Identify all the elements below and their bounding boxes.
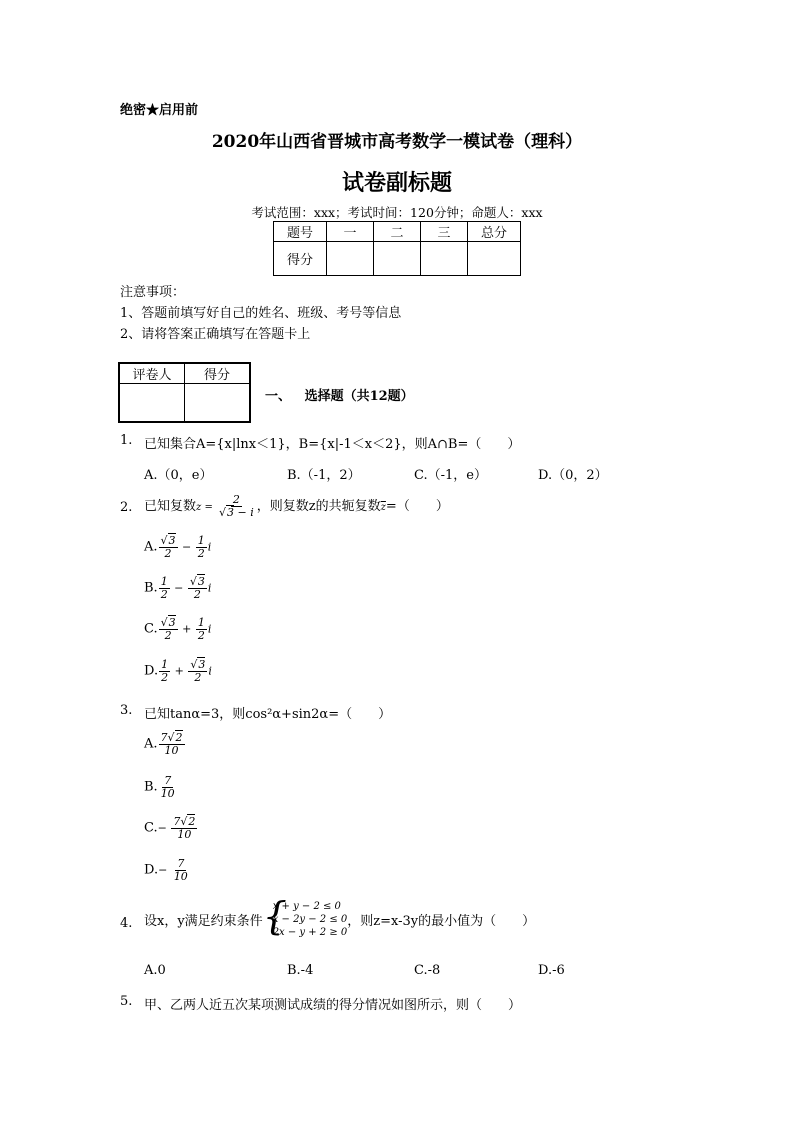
option-label: C. bbox=[144, 820, 158, 836]
option-b: B. $\frac{7}{10}$ bbox=[144, 774, 175, 800]
option-c: C. $\frac{√3}{2}$ + $\frac{1}{2}$ i bbox=[144, 616, 212, 642]
math-expression: z = bbox=[196, 502, 217, 513]
question-number: 3. bbox=[120, 703, 133, 718]
question-number: 2. bbox=[120, 500, 133, 515]
confidential-label: 绝密★启用前 bbox=[120, 103, 199, 118]
question-text: 已知tanα=3，则cos²α+sin2α=（ ） bbox=[144, 707, 392, 722]
score-table bbox=[273, 221, 521, 276]
score-header-cell: 三 bbox=[421, 222, 468, 242]
exam-title: 2020年山西省晋城市高考数学一模试卷（理科） bbox=[211, 132, 583, 152]
exam-subtitle: 试卷副标题 bbox=[341, 170, 452, 196]
grader-cell bbox=[185, 384, 251, 422]
question-text-part: 设x，y满足约束条件 bbox=[144, 914, 263, 929]
grader-header-cell: 评卷人 bbox=[119, 363, 185, 384]
option-d: D.− $\frac{7}{10}$ bbox=[144, 857, 188, 883]
exam-info: 考试范围：xxx；考试时间：120分钟；命题人：xxx bbox=[251, 205, 543, 220]
option-label: D. bbox=[144, 663, 159, 679]
grader-table bbox=[118, 362, 251, 423]
option-d: D.-6 bbox=[538, 963, 565, 978]
score-cell bbox=[468, 242, 521, 276]
option-label: C. bbox=[144, 621, 158, 637]
option-a: A. $\frac{√3}{2}$ − $\frac{1}{2}$ i bbox=[144, 534, 212, 560]
option-b: B. $\frac{1}{2}$ − $\frac{√3}{2}$ i bbox=[144, 575, 212, 601]
notes-item: 2、请将答案正确填写在答题卡上 bbox=[120, 327, 311, 342]
score-header-cell: 一 bbox=[327, 222, 374, 242]
option-c: C.-8 bbox=[414, 963, 441, 978]
option-a: A. $\frac{7√2}{10}$ bbox=[144, 731, 183, 757]
score-header-cell: 题号 bbox=[274, 222, 327, 242]
section-number: 一、 bbox=[265, 389, 292, 404]
constraint-system: { x + y − 2 ≤ 0 x − 2y − 2 ≤ 0 2x − y + 2 ≥ 0 bbox=[262, 894, 348, 938]
question-text-part: =（ ） bbox=[385, 499, 449, 514]
option-label: D. bbox=[144, 862, 159, 878]
score-header-cell: 总分 bbox=[468, 222, 521, 242]
option-c: C.− $\frac{7√2}{10}$ bbox=[144, 815, 196, 841]
question-text: 甲、乙两人近五次某项测试成绩的得分情况如图所示，则（ ） bbox=[144, 998, 522, 1013]
question-text bbox=[144, 489, 449, 526]
option-a: A.（0，e） bbox=[144, 468, 213, 483]
question-text-part: ，则z=x-3y的最小值为（ ） bbox=[347, 914, 536, 929]
section-title: 选择题（共12题） bbox=[304, 389, 414, 404]
option-label: B. bbox=[144, 580, 158, 596]
score-header-cell: 二 bbox=[374, 222, 421, 242]
math-fraction: $\frac{2}{√3 - i}$ bbox=[219, 493, 254, 519]
math-expression: $\overline{z}$ bbox=[380, 502, 386, 513]
score-cell bbox=[421, 242, 468, 276]
option-label: A. bbox=[144, 736, 158, 752]
score-cell bbox=[327, 242, 374, 276]
question-number: 4. bbox=[120, 916, 133, 931]
question-number: 5. bbox=[120, 994, 133, 1009]
section-heading bbox=[265, 385, 414, 404]
grader-cell bbox=[119, 384, 185, 422]
option-label: B. bbox=[144, 779, 158, 795]
score-row-label: 得分 bbox=[274, 242, 327, 276]
question-text: 已知集合A={x|lnx＜1}，B={x|-1＜x＜2}，则A∩B=（ ） bbox=[144, 437, 521, 452]
notes-title: 注意事项： bbox=[120, 285, 186, 300]
option-c: C.（-1，e） bbox=[414, 468, 487, 483]
option-d: D. $\frac{1}{2}$ + $\frac{√3}{2}$ i bbox=[144, 658, 212, 684]
question-text-part: ，则复数z的共轭复数 bbox=[256, 499, 381, 514]
question-text bbox=[144, 894, 536, 939]
option-a: A.0 bbox=[144, 963, 166, 978]
constraint: x + y − 2 ≤ 0 bbox=[272, 901, 341, 912]
option-d: D.（0，2） bbox=[538, 468, 608, 483]
constraint: x − 2y − 2 ≤ 0 bbox=[272, 914, 348, 925]
score-cell bbox=[374, 242, 421, 276]
option-b: B.-4 bbox=[287, 963, 314, 978]
notes-item: 1、答题前填写好自己的姓名、班级、考号等信息 bbox=[120, 306, 402, 321]
question-number: 1. bbox=[120, 433, 133, 448]
grader-header-cell: 得分 bbox=[185, 363, 251, 384]
option-label: A. bbox=[144, 539, 158, 555]
question-text-part: 已知复数 bbox=[144, 499, 197, 514]
option-b: B.（-1，2） bbox=[287, 468, 361, 483]
constraint: 2x − y + 2 ≥ 0 bbox=[272, 927, 348, 938]
